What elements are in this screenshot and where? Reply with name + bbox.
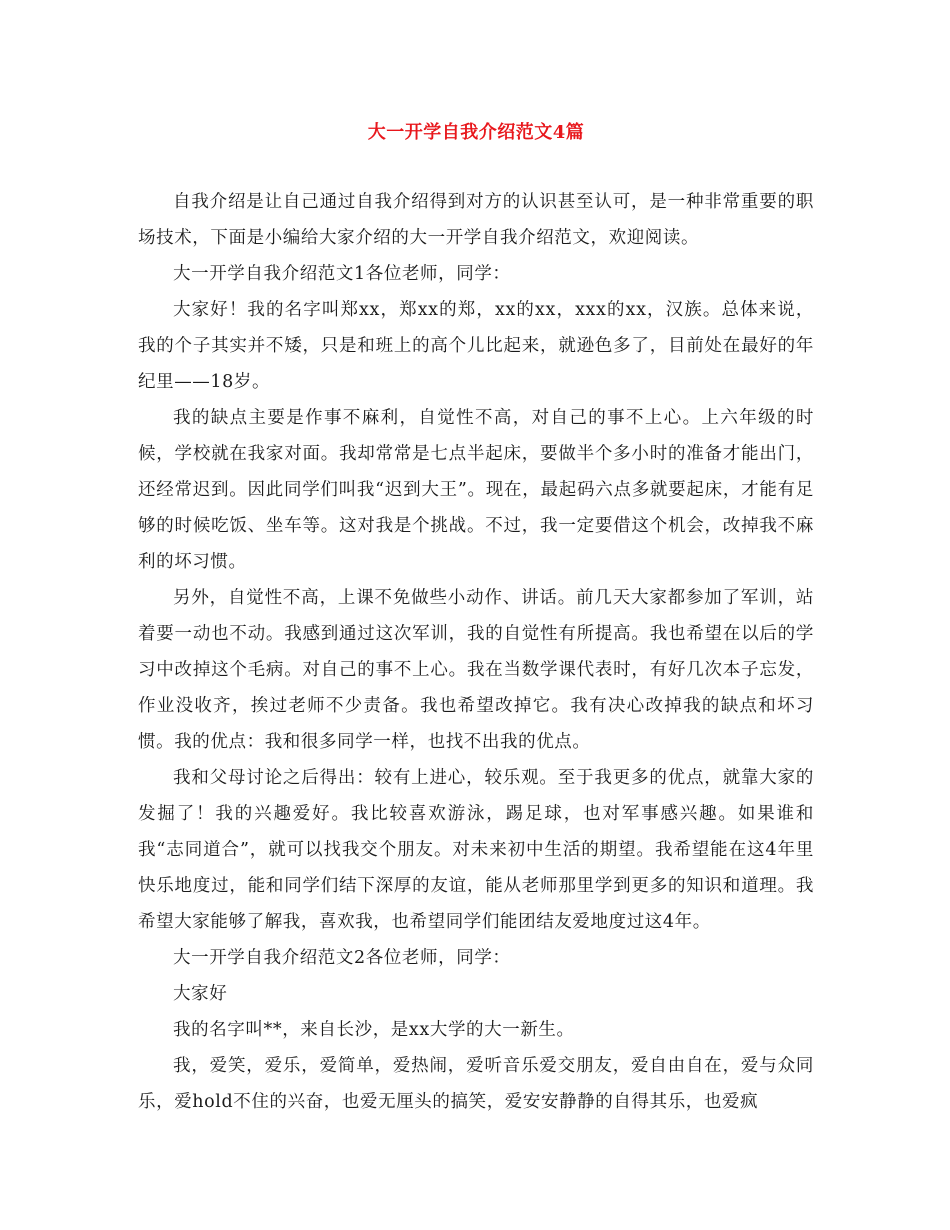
paragraph-greeting: 大家好 [173,984,228,1004]
paragraph-strengths-hobbies: 我和父母讨论之后得出：较有上进心，较乐观。至于我更多的优点，就靠大家的发掘了！我的兴趣爱好。我比较喜欢游泳，踢足球，也对军事感兴趣。如果谁和我“志同道合”，就可以找我交个朋友。对未来初中生活的期望。我希望能在这4年里快乐地度过，能和同学们结下深厚的友谊，能从老师那里学到更多的知识和道理。我希望大家能够了解我，喜欢我，也希望同学们能团结友爱地度过这4年。 [138,768,814,932]
paragraph-likes: 我，爱笑，爱乐，爱简单，爱热闹，爱听音乐爱交朋友，爱自由自在，爱与众同乐，爱hold不住的兴奋，也爱无厘头的搞笑，爱安安静静的自得其乐，也爱疯 [138,1056,814,1112]
paragraph-self-discipline: 另外，自觉性不高，上课不免做些小动作、讲话。前几天大家都参加了军训，站着要一动也不动。我感到通过这次军训，我的自觉性有所提高。我也希望在以后的学习中改掉这个毛病。对自己的事不上心。我在当数学课代表时，有好几次本子忘发，作业没收齐，挨过老师不少责备。我也希望改掉它。我有决心改掉我的缺点和坏习惯。我的优点：我和很多同学一样，也找不出我的优点。 [138,588,814,752]
document-title: 大一开学自我介绍范文4篇 [367,122,585,143]
paragraph-name-origin: 我的名字叫**，来自长沙，是xx大学的大一新生。 [173,1020,575,1040]
paragraph-greeting-name: 大家好！我的名字叫郑xx，郑xx的郑，xx的xx，xxx的xx，汉族。总体来说，我的个子其实并不矮，只是和班上的高个儿比起来，就逊色多了，目前处在最好的年纪里——18岁。 [138,300,814,392]
paragraph-sample1-heading: 大一开学自我介绍范文1各位老师，同学： [173,264,511,284]
document-page [138,118,814,1120]
paragraph-shortcomings: 我的缺点主要是作事不麻利，自觉性不高，对自己的事不上心。上六年级的时候，学校就在我家对面。我却常常是七点半起床，要做半个多小时的准备才能出门，还经常迟到。因此同学们叫我“迟到大王”。现在，最起码六点多就要起床，才能有足够的时候吃饭、坐车等。这对我是个挑战。不过，我一定要借这个机会，改掉我不麻利的坏习惯。 [138,408,814,572]
paragraph-sample2-heading: 大一开学自我介绍范文2各位老师，同学： [173,948,511,968]
paragraph-intro: 自我介绍是让自己通过自我介绍得到对方的认识甚至认可，是一种非常重要的职场技术，下面是小编给大家介绍的大一开学自我介绍范文，欢迎阅读。 [138,192,814,248]
